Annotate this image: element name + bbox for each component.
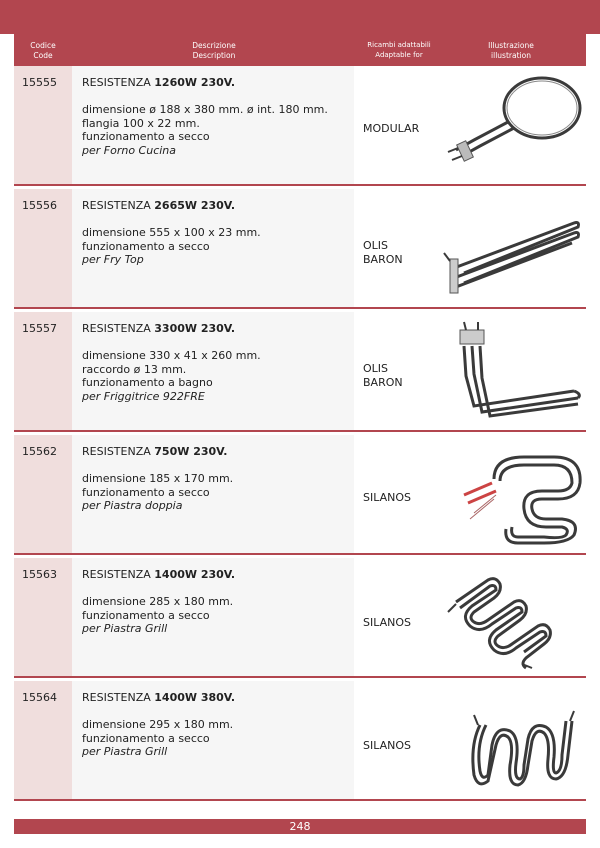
header-fits-it: Ricambi adattabili [367,41,431,49]
adaptable-for: OLIS BARON [363,362,403,389]
product-title: RESISTENZA 750W 230V. [82,445,228,458]
long-u-heating-element-icon [434,193,586,303]
adaptable-for: SILANOS [363,491,412,504]
product-title: RESISTENZA 1400W 380V. [82,691,236,704]
product-row [14,312,586,432]
product-details: dimensione 555 x 100 x 23 mm. funzionamento a secco per Fry Top [82,226,261,266]
adaptable-for: SILANOS [363,616,412,629]
product-details: dimensione ø 188 x 380 mm. ø int. 180 mm. flangia 100 x 22 mm. funzionamento a secco per Forno Cucina [82,103,328,157]
header-adaptable [349,41,449,60]
ring-heating-element-icon [434,70,586,180]
product-details: dimensione 330 x 41 x 260 mm. raccordo ø 13 mm. funzionamento a bagno per Friggitrice 922FRE [82,349,261,403]
product-code: 15557 [22,322,57,335]
product-details: dimensione 285 x 180 mm. funzionamento a secco per Piastra Grill [82,595,234,635]
product-title: RESISTENZA 1260W 230V. [82,76,236,89]
product-row [14,189,586,309]
header-illustration [461,41,561,60]
header-code [14,41,72,60]
header-desc-it: Descrizione [192,41,236,50]
header-illus-en: illustration [491,50,531,60]
product-row [14,435,586,555]
header-code-en: Code [33,50,53,60]
header-desc-en: Description [192,50,236,60]
product-title: RESISTENZA 3300W 230V. [82,322,236,335]
product-code: 15564 [22,691,57,704]
adaptable-for: SILANOS [363,739,412,752]
header-code-it: Codice [30,41,56,50]
product-row [14,558,586,678]
product-row [14,681,586,801]
product-title: RESISTENZA 2665W 230V. [82,199,236,212]
product-row [14,66,586,186]
top-color-band [0,0,600,34]
header-description [114,41,314,60]
product-title: RESISTENZA 1400W 230V. [82,568,236,581]
product-code: 15563 [22,568,57,581]
serpentine-heating-element-icon [434,439,586,549]
product-code: 15555 [22,76,57,89]
table-header [14,34,586,66]
product-details: dimensione 185 x 170 mm. funzionamento a secco per Piastra doppia [82,472,234,512]
product-code: 15562 [22,445,57,458]
page-number: 248 [14,819,586,834]
header-fits-en: Adaptable for [375,50,423,59]
header-illus-it: Illustrazione [488,41,534,50]
adaptable-for: OLIS BARON [363,239,403,266]
product-details: dimensione 295 x 180 mm. funzionamento a secco per Piastra Grill [82,718,234,758]
zigzag-heating-element-icon [434,562,586,672]
product-code: 15556 [22,199,57,212]
wave-heating-element-icon [434,685,586,795]
bent-fryer-heating-element-icon [434,316,586,426]
adaptable-for: MODULAR [363,122,420,135]
